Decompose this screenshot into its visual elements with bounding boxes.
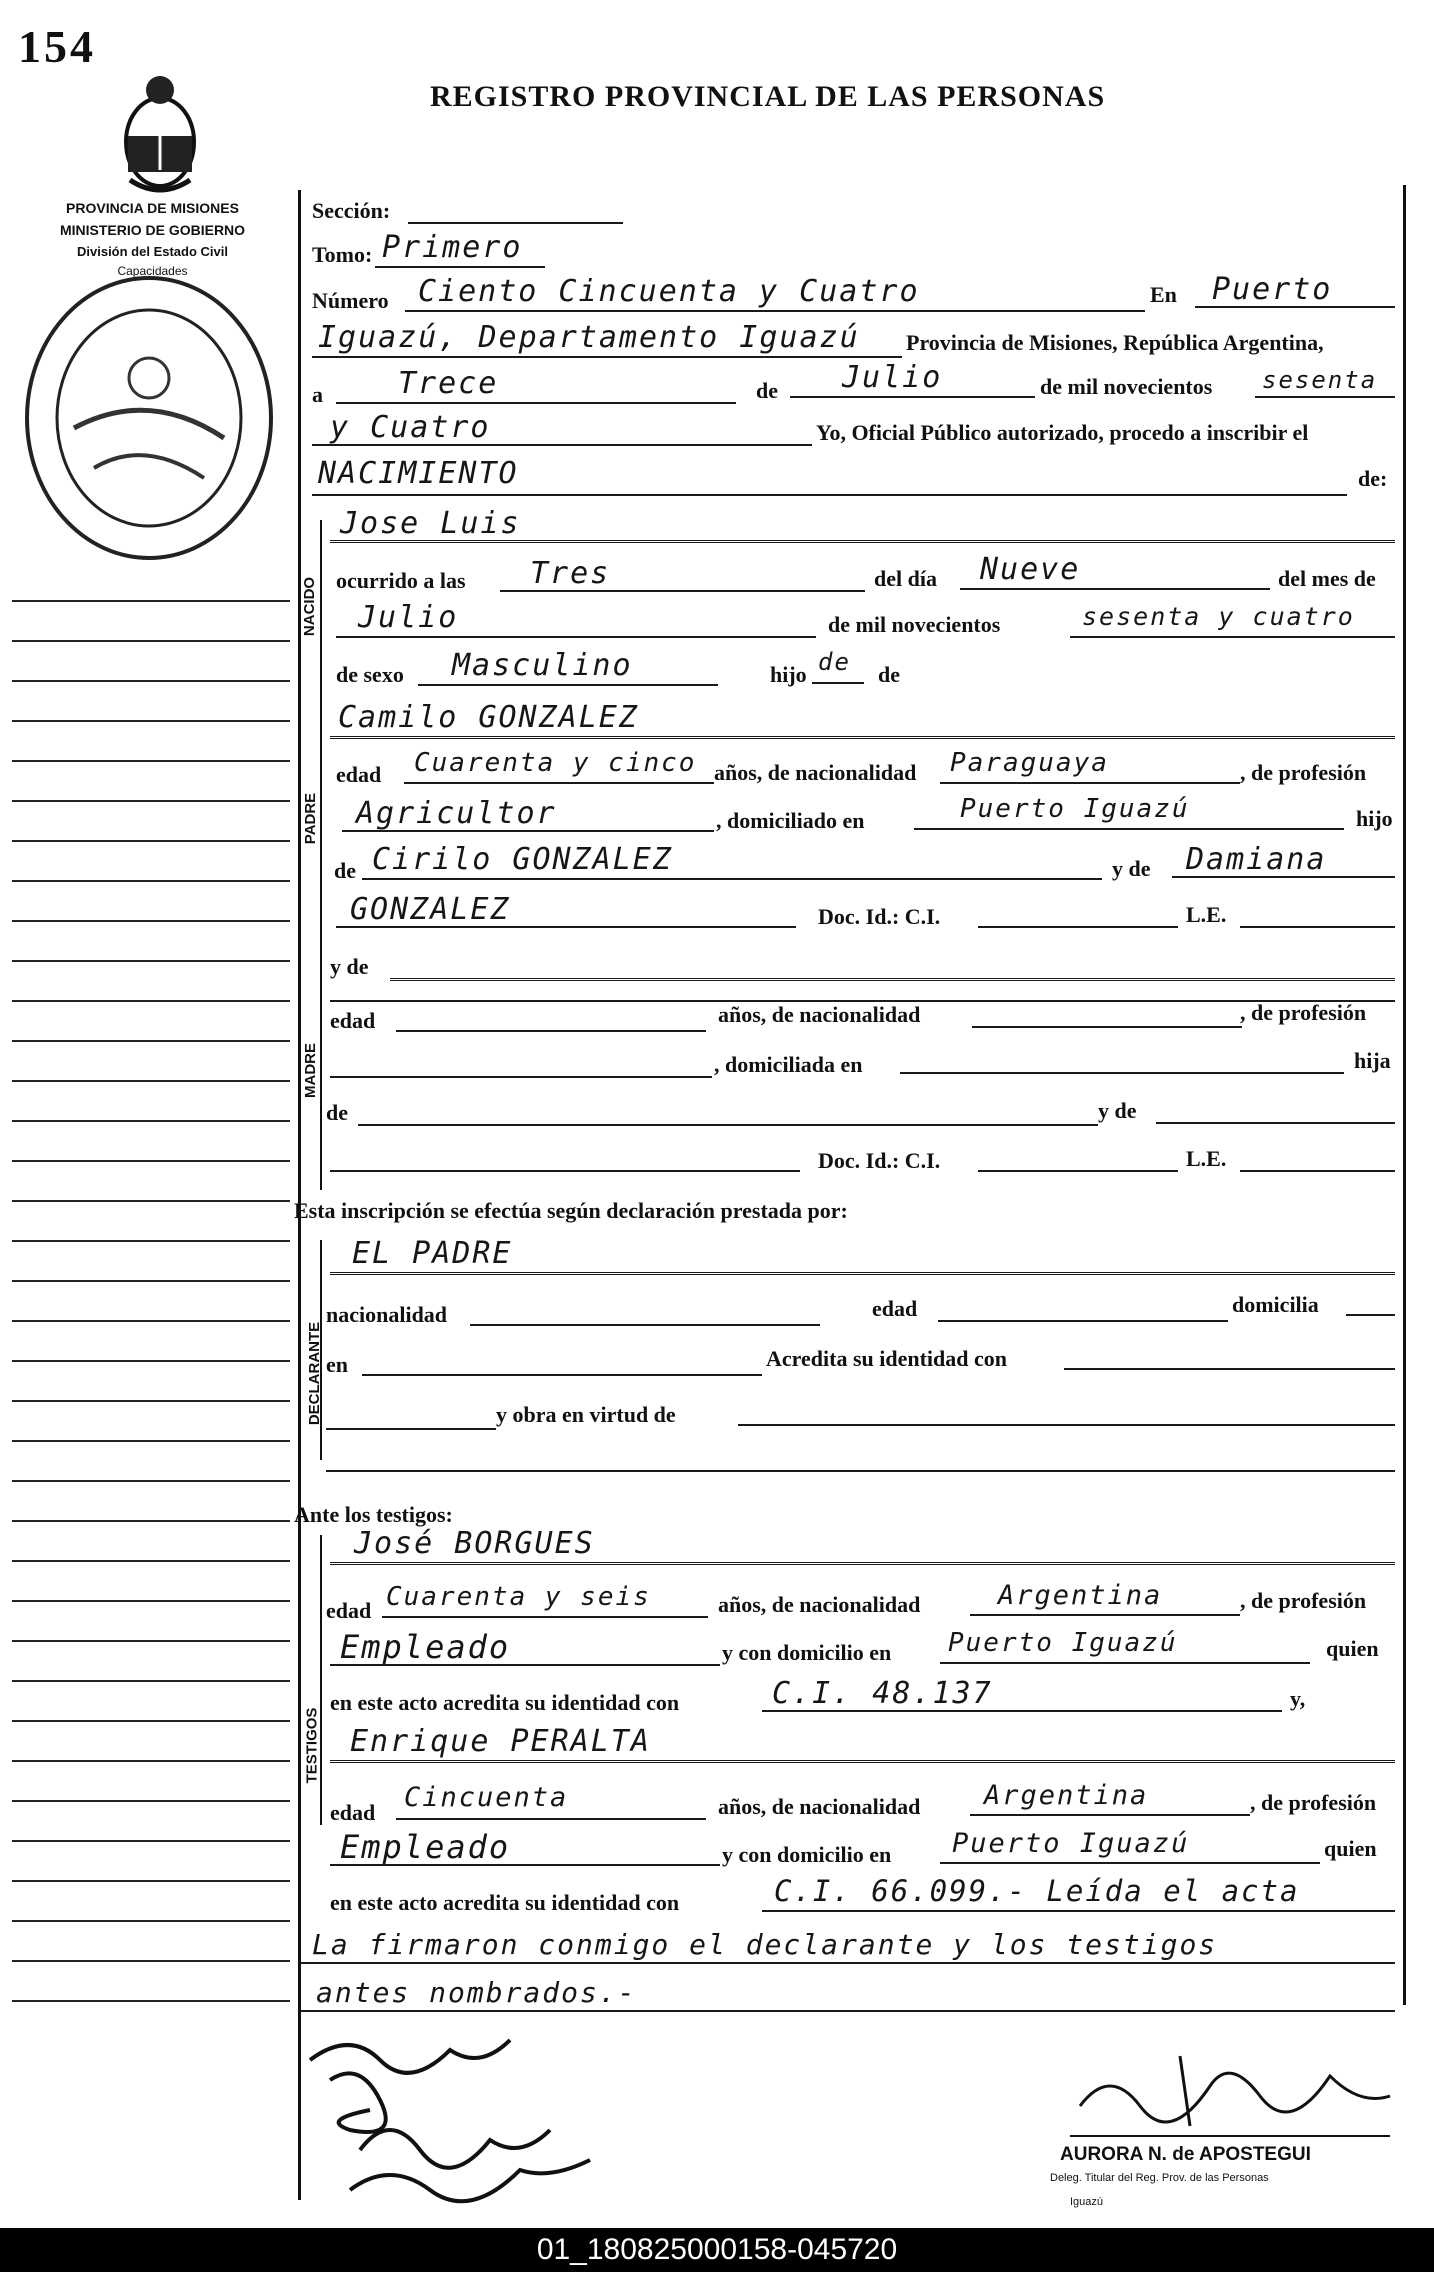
label-del-dia: del día <box>874 566 937 591</box>
side-label-madre: MADRE <box>302 1043 319 1098</box>
label-edad-t1: edad <box>326 1598 372 1623</box>
label-acto-t1: en este acto acredita su identidad con <box>330 1690 680 1715</box>
label-anos-nac-madre: años, de nacionalidad <box>718 1002 921 1027</box>
label-quien-t1: quien <box>1326 1636 1379 1661</box>
hw-declarante: EL PADRE <box>352 1236 513 1271</box>
official-title2: Iguazú <box>1070 2196 1104 2208</box>
label-domicilia: domicilia <box>1232 1292 1319 1317</box>
hw-t2-ci: C.I. 66.099.- Leída el acta <box>774 1874 1300 1908</box>
hw-dia: Trece <box>398 366 499 401</box>
hw-t2-edad: Cincuenta <box>404 1782 569 1813</box>
left-header-line4: Capacidades <box>117 264 188 278</box>
label-acredita: Acredita su identidad con <box>766 1346 1008 1371</box>
label-de2: de <box>878 662 900 687</box>
label-hijo2: hijo <box>1356 806 1393 831</box>
label-de-profesion-madre: , de profesión <box>1240 1000 1367 1025</box>
hw-padre-yde2: GONZALEZ <box>350 892 511 927</box>
label-acto-t2: en este acto acredita su identidad con <box>330 1890 680 1915</box>
footer-code: 01_180825000158-045720 <box>0 2228 1434 2272</box>
hw-t1-dom: Puerto Iguazú <box>948 1628 1178 1658</box>
hw-lugar2: Iguazú, Departamento Iguazú <box>318 320 860 355</box>
label-de-profesion-t1: , de profesión <box>1240 1588 1367 1613</box>
left-header-line1: PROVINCIA DE MISIONES <box>66 200 239 216</box>
label-de-mil2: de mil novecientos <box>828 612 1001 637</box>
label-de: de <box>756 378 778 403</box>
inner-frame-line-top <box>320 520 322 1190</box>
hw-numero: Ciento Cincuenta y Cuatro <box>418 274 920 309</box>
label-de-profesion-t2: , de profesión <box>1250 1790 1377 1815</box>
label-hijo: hijo <box>770 662 807 687</box>
label-con-domicilio-t1: y con domicilio en <box>722 1640 892 1665</box>
label-a: a <box>312 382 323 407</box>
hw-t2-prof: Empleado <box>340 1828 511 1866</box>
hw-anio1: sesenta <box>1262 366 1378 394</box>
hw-mes-nac: Julio <box>358 600 459 635</box>
hw-hora: Tres <box>530 556 611 591</box>
hw-anio-nac: sesenta y cuatro <box>1082 602 1355 631</box>
hw-mes: Julio <box>842 360 943 395</box>
label-numero: Número <box>312 288 389 313</box>
label-de-madre: de <box>326 1100 348 1125</box>
hw-t1-ci: C.I. 48.137 <box>772 1676 993 1711</box>
side-label-declarante: DECLARANTE <box>306 1321 324 1426</box>
label-domiciliado: , domiciliado en <box>716 808 865 833</box>
hw-padre-yde: Damiana <box>1186 842 1327 877</box>
label-de-colon: de: <box>1358 466 1388 491</box>
official-seal <box>14 268 284 568</box>
label-en2: en <box>326 1352 348 1377</box>
label-provincia: Provincia de Misiones, República Argentina, <box>906 330 1324 355</box>
official-signature <box>1060 2036 1400 2146</box>
label-anos-nac-t1: años, de nacionalidad <box>718 1592 921 1617</box>
label-edad-madre: edad <box>330 1008 376 1033</box>
hw-sexo: Masculino <box>452 648 633 683</box>
label-edad: edad <box>336 762 382 787</box>
hw-en-lugar: Puerto <box>1212 272 1333 307</box>
label-y-de: y de <box>1112 856 1151 881</box>
label-testigos: Ante los testigos: <box>294 1502 453 1527</box>
page-number: 154 <box>18 21 96 72</box>
official-name: AURORA N. de APOSTEGUI <box>1060 2144 1311 2165</box>
left-header-line2: MINISTERIO DE GOBIERNO <box>59 222 246 238</box>
label-le-madre: L.E. <box>1186 1146 1227 1171</box>
label-doc-id-madre: Doc. Id.: C.I. <box>818 1148 941 1173</box>
hw-testigo1: José BORGUES <box>354 1526 595 1561</box>
label-obra: y obra en virtud de <box>496 1402 676 1427</box>
left-header-line3: División del Estado Civil <box>77 244 228 259</box>
hw-padre-de: Cirilo GONZALEZ <box>372 842 673 877</box>
label-le: L.E. <box>1186 902 1227 927</box>
label-de-profesion: , de profesión <box>1240 760 1367 785</box>
hw-dia-nac: Nueve <box>980 552 1081 587</box>
label-edad-decl: edad <box>872 1296 918 1321</box>
label-nacionalidad: nacionalidad <box>326 1302 448 1327</box>
hw-anio2: y Cuatro <box>330 410 491 445</box>
hw-hijo-de: de <box>818 648 851 676</box>
hw-t1-edad: Cuarenta y seis <box>386 1582 651 1612</box>
label-ocurrido: ocurrido a las <box>336 568 466 593</box>
hw-t1-nac: Argentina <box>998 1580 1163 1611</box>
label-de-sexo: de sexo <box>336 662 404 687</box>
label-domiciliada: , domiciliada en <box>714 1052 863 1077</box>
side-label-padre: PADRE <box>302 792 320 845</box>
hw-padre-dom: Puerto Iguazú <box>960 794 1190 824</box>
label-con-domicilio-t2: y con domicilio en <box>722 1842 892 1867</box>
label-anos-nac-t2: años, de nacionalidad <box>718 1794 921 1819</box>
label-del-mes: del mes de <box>1278 566 1376 591</box>
hw-padre-nac: Paraguaya <box>950 748 1109 778</box>
hw-t2-nac: Argentina <box>984 1780 1149 1811</box>
label-yo: Yo, Oficial Público autorizado, procedo a inscribir el <box>816 420 1309 445</box>
hw-testigo2: Enrique PERALTA <box>350 1724 651 1759</box>
frame-right-line <box>1403 185 1406 2005</box>
hw-padre-nombre: Camilo GONZALEZ <box>338 700 639 735</box>
label-y-de-madre2: y de <box>1098 1098 1137 1123</box>
signatures-parties <box>290 2020 620 2210</box>
side-label-testigos: TESTIGOS <box>303 1707 321 1784</box>
hw-padre-edad: Cuarenta y cinco <box>414 748 697 778</box>
document-title: REGISTRO PROVINCIAL DE LAS PERSONAS <box>430 80 1106 113</box>
hw-cierre1: La firmaron conmigo el declarante y los testigos <box>312 1928 1218 1961</box>
coat-of-arms-icon <box>110 70 210 200</box>
frame-left-line <box>298 190 301 2200</box>
label-de3: de <box>334 858 356 883</box>
hw-cierre2: antes nombrados.- <box>316 1976 637 2009</box>
label-seccion: Sección: <box>312 198 391 223</box>
official-title: Deleg. Titular del Reg. Prov. de las Personas <box>1050 2172 1269 2184</box>
label-y-de-madre: y de <box>330 954 369 979</box>
label-tomo: Tomo: <box>312 242 373 267</box>
label-quien-t2: quien <box>1324 1836 1377 1861</box>
label-inscripcion: Esta inscripción se efectúa según declaración prestada por: <box>294 1198 848 1223</box>
label-de-mil: de mil novecientos <box>1040 374 1213 399</box>
label-doc-id: Doc. Id.: C.I. <box>818 904 941 929</box>
side-label-nacido: NACIDO <box>301 576 319 637</box>
label-y-comma: y, <box>1290 1686 1306 1711</box>
hw-tomo: Primero <box>382 230 523 265</box>
label-anos-nac: años, de nacionalidad <box>714 760 917 785</box>
label-edad-t2: edad <box>330 1800 376 1825</box>
hw-t2-dom: Puerto Iguazú <box>952 1828 1190 1859</box>
hw-nombre: Jose Luis <box>340 506 521 541</box>
label-en: En <box>1150 282 1177 307</box>
label-hija: hija <box>1354 1048 1391 1073</box>
hw-padre-prof: Agricultor <box>356 796 557 831</box>
hw-acto: NACIMIENTO <box>318 456 519 491</box>
hw-t1-prof: Empleado <box>340 1628 511 1666</box>
